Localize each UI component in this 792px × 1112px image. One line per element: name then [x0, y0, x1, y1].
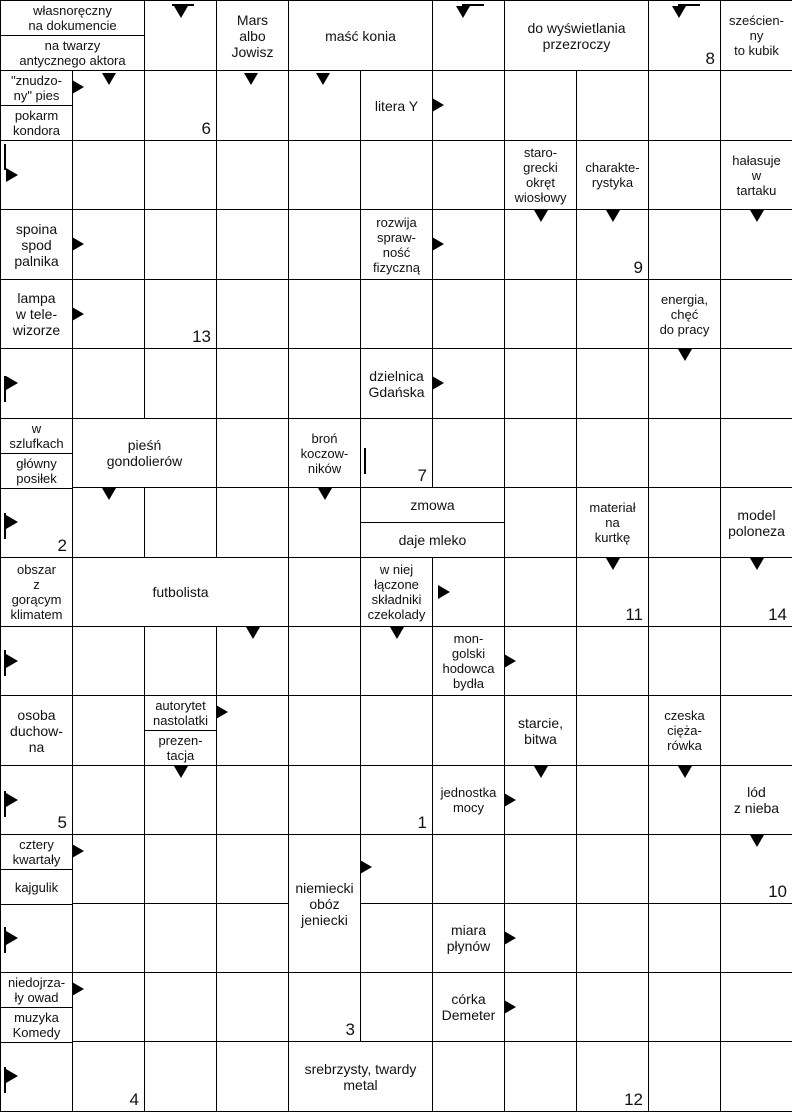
clue-box [360, 487, 505, 523]
clue-box [360, 209, 433, 280]
answer-cell[interactable] [576, 348, 649, 419]
answer-cell[interactable] [360, 903, 433, 973]
arrow-right-icon [504, 793, 516, 807]
answer-cell[interactable] [216, 348, 289, 419]
answer-cell[interactable] [288, 557, 361, 627]
clue-box [0, 35, 145, 71]
clue-text: spoina spod palnika [14, 220, 59, 269]
arrow-down-icon [606, 558, 620, 570]
clue-text: Mars albo Jowisz [231, 11, 274, 60]
clue-text: autorytet nastolatki [153, 698, 208, 728]
clue-box [0, 453, 73, 489]
answer-cell[interactable] [144, 209, 217, 280]
clue-box [720, 0, 792, 71]
clue-box [720, 140, 792, 210]
clue-text: cztery kwartały [12, 837, 61, 867]
clue-text: litera Y [374, 97, 419, 114]
solution-number: 14 [768, 605, 787, 624]
answer-cell[interactable] [576, 834, 649, 904]
answer-cell[interactable] [288, 695, 361, 766]
clue-text: hałasuje w tartaku [732, 152, 781, 198]
solution-number: 8 [705, 49, 715, 68]
clue-text: zmowa [410, 497, 455, 513]
arrow-right-icon [72, 982, 84, 996]
clue-text: córka Demeter [441, 991, 496, 1023]
arrow-right-icon [6, 376, 18, 390]
clue-text: pokarm kondora [13, 108, 60, 138]
arrow-right-icon [6, 654, 18, 668]
arrow-stem-icon [4, 927, 6, 953]
answer-cell[interactable] [648, 209, 721, 280]
arrow-down-icon [318, 488, 332, 500]
answer-cell[interactable] [432, 1041, 505, 1112]
clue-box [0, 972, 73, 1008]
answer-cell[interactable] [648, 487, 721, 558]
answer-cell[interactable] [432, 695, 505, 766]
answer-cell[interactable] [144, 903, 217, 973]
arrow-stem-icon [4, 376, 6, 402]
arrow-down-icon [102, 488, 116, 500]
answer-cell[interactable] [72, 765, 145, 835]
clue-box [360, 557, 433, 627]
answer-cell[interactable] [576, 695, 649, 766]
clue-text: niemiecki obóz jeniecki [295, 879, 354, 928]
clue-text: obszar z gorącym klimatem [10, 562, 63, 622]
clue-box [504, 695, 577, 766]
answer-cell[interactable] [648, 70, 721, 141]
answer-cell[interactable] [216, 209, 289, 280]
answer-cell[interactable] [576, 903, 649, 973]
arrow-stem-icon [462, 4, 484, 6]
arrow-right-icon [6, 793, 18, 807]
clue-text: broń koczow- ników [300, 430, 349, 476]
arrow-down-icon [174, 6, 188, 18]
clue-box [432, 903, 505, 973]
clue-box [288, 1041, 433, 1112]
answer-cell[interactable] [648, 626, 721, 696]
clue-box [0, 1007, 73, 1043]
answer-cell[interactable] [720, 418, 792, 488]
solution-number: 5 [57, 813, 67, 832]
clue-box [288, 418, 361, 488]
clue-text: srebrzysty, twardy metal [304, 1060, 417, 1093]
answer-cell[interactable] [72, 626, 145, 696]
clue-box [0, 869, 73, 905]
clue-box [432, 765, 505, 835]
clue-text: charakte- rystyka [585, 160, 640, 190]
clue-box [576, 487, 649, 558]
answer-cell[interactable] [72, 903, 145, 973]
clue-box [432, 972, 505, 1042]
answer-cell[interactable] [216, 1041, 289, 1112]
arrow-down-icon [244, 73, 258, 85]
answer-cell[interactable] [360, 695, 433, 766]
answer-cell[interactable] [576, 765, 649, 835]
answer-cell[interactable] [144, 626, 217, 696]
answer-cell[interactable] [720, 1041, 792, 1112]
clue-box [0, 695, 73, 766]
solution-number: 12 [624, 1090, 643, 1109]
clue-text: model poloneza [728, 506, 785, 539]
arrow-down-icon [456, 6, 470, 18]
clue-text: do wyświetlania przezroczy [527, 19, 626, 52]
answer-cell[interactable] [720, 626, 792, 696]
arrow-right-icon [72, 307, 84, 321]
answer-cell[interactable] [576, 279, 649, 349]
answer-cell[interactable] [576, 418, 649, 488]
solution-number: 3 [345, 1020, 355, 1039]
solution-number: 13 [192, 327, 211, 346]
arrow-stem-icon [4, 791, 6, 817]
clue-box [360, 70, 433, 141]
answer-cell[interactable] [432, 279, 505, 349]
clue-text: dzielnica Gdańska [368, 367, 425, 400]
clue-box [0, 834, 73, 870]
clue-box [432, 626, 505, 696]
arrow-down-icon [750, 835, 764, 847]
solution-number: 4 [129, 1090, 139, 1109]
answer-cell[interactable] [360, 972, 433, 1042]
clue-box [360, 522, 505, 558]
answer-cell[interactable] [504, 70, 577, 141]
arrow-stem-icon [4, 513, 6, 539]
arrow-right-icon [6, 515, 18, 529]
arrow-down-icon [316, 73, 330, 85]
clue-text: na twarzy antycznego aktora [19, 38, 126, 68]
answer-cell[interactable] [648, 1041, 721, 1112]
answer-cell[interactable] [72, 140, 145, 210]
answer-cell[interactable] [432, 418, 505, 488]
arrow-stem-icon [4, 144, 6, 170]
clue-text: w szlufkach [9, 421, 64, 451]
arrow-right-icon [72, 844, 84, 858]
solution-number: 6 [201, 119, 211, 138]
arrow-down-icon [246, 627, 260, 639]
answer-cell[interactable] [288, 279, 361, 349]
arrow-right-icon [504, 931, 516, 945]
solution-number: 9 [633, 258, 643, 277]
answer-cell[interactable] [720, 279, 792, 349]
clue-box [0, 105, 73, 141]
clue-text: jednostka mocy [440, 785, 497, 815]
clue-box [144, 730, 217, 766]
clue-box [72, 557, 289, 627]
answer-cell[interactable] [216, 903, 289, 973]
clue-text: czeska cięża- rówka [664, 708, 705, 753]
arrow-down-icon [678, 349, 692, 361]
clue-box [216, 0, 289, 71]
solution-number: 11 [625, 605, 643, 624]
answer-cell[interactable] [144, 140, 217, 210]
answer-cell[interactable] [720, 972, 792, 1042]
arrow-down-icon [534, 210, 548, 222]
clue-text: maść konia [325, 27, 396, 44]
answer-cell[interactable] [288, 209, 361, 280]
answer-cell[interactable] [504, 348, 577, 419]
clue-text: starcie, bitwa [517, 714, 564, 747]
answer-cell[interactable] [720, 70, 792, 141]
clue-box [0, 557, 73, 627]
answer-cell[interactable] [72, 348, 145, 419]
answer-cell[interactable] [216, 279, 289, 349]
solution-number: 7 [417, 466, 427, 485]
arrow-right-icon [216, 705, 228, 719]
arrow-right-icon [438, 585, 450, 599]
arrow-down-icon [174, 766, 188, 778]
clue-text: sześcien- ny to kubik [729, 13, 784, 58]
answer-cell[interactable] [144, 348, 217, 419]
arrow-right-icon [504, 1000, 516, 1014]
clue-text: lampa w tele- wizorze [12, 290, 61, 338]
arrow-down-icon [606, 210, 620, 222]
arrow-stem-icon [678, 4, 700, 6]
clue-text: kajgulik [14, 879, 59, 895]
answer-cell[interactable] [216, 140, 289, 210]
clue-box [288, 834, 361, 973]
answer-cell[interactable] [576, 70, 649, 141]
answer-cell[interactable] [288, 348, 361, 419]
answer-cell[interactable] [144, 834, 217, 904]
answer-cell[interactable] [216, 418, 289, 488]
answer-cell[interactable] [288, 765, 361, 835]
answer-cell[interactable] [144, 1041, 217, 1112]
answer-cell[interactable] [504, 279, 577, 349]
clue-box [720, 487, 792, 558]
arrow-right-icon [432, 98, 444, 112]
arrow-stem-icon [4, 650, 6, 676]
clue-box [504, 140, 577, 210]
clue-box [288, 0, 433, 71]
clue-box [0, 279, 73, 349]
answer-cell[interactable] [216, 765, 289, 835]
clue-text: pieśń gondolierów [106, 437, 183, 469]
clue-text: energia, chęć do pracy [659, 291, 710, 337]
arrow-down-icon [678, 766, 692, 778]
clue-box [648, 695, 721, 766]
clue-text: osoba duchow- na [10, 706, 63, 755]
arrow-down-icon [102, 73, 116, 85]
answer-cell[interactable] [648, 140, 721, 210]
arrow-down-icon [672, 6, 686, 18]
answer-cell[interactable] [648, 557, 721, 627]
answer-cell[interactable] [432, 834, 505, 904]
arrow-right-icon [432, 237, 444, 251]
solution-number: 1 [417, 813, 427, 832]
answer-cell[interactable] [720, 695, 792, 766]
answer-cell[interactable] [504, 487, 577, 558]
arrow-stem-icon [364, 448, 366, 474]
arrow-down-icon [534, 766, 548, 778]
clue-box [504, 0, 649, 71]
answer-cell[interactable] [720, 903, 792, 973]
clue-text: niedojrza- ły owad [7, 975, 66, 1005]
clue-box [720, 765, 792, 835]
arrow-right-icon [72, 237, 84, 251]
clue-text: lód z nieba [733, 784, 780, 816]
arrow-right-icon [72, 80, 84, 94]
answer-cell[interactable] [504, 834, 577, 904]
arrow-down-icon [750, 210, 764, 222]
answer-cell[interactable] [144, 487, 217, 558]
clue-text: materiał na kurtkę [589, 500, 636, 545]
answer-cell[interactable] [720, 348, 792, 419]
clue-box [0, 418, 73, 454]
answer-cell[interactable] [432, 140, 505, 210]
answer-cell[interactable] [648, 418, 721, 488]
answer-cell[interactable] [288, 140, 361, 210]
answer-cell[interactable] [360, 140, 433, 210]
answer-cell[interactable] [576, 626, 649, 696]
answer-cell[interactable] [144, 972, 217, 1042]
arrow-down-icon [750, 558, 764, 570]
arrow-stem-icon [172, 4, 194, 6]
clue-text: staro- grecki okręt wiosłowy [514, 145, 567, 205]
answer-cell[interactable] [576, 972, 649, 1042]
arrow-down-icon [390, 627, 404, 639]
arrow-stem-icon [4, 1067, 6, 1093]
answer-cell[interactable] [216, 834, 289, 904]
arrow-right-icon [6, 168, 18, 182]
clue-box [0, 70, 73, 106]
answer-cell[interactable] [288, 626, 361, 696]
solution-number: 2 [57, 536, 67, 555]
clue-box [144, 695, 217, 731]
clue-text: daje mleko [398, 532, 467, 548]
solution-number: 10 [768, 882, 787, 901]
answer-cell[interactable] [72, 695, 145, 766]
clue-text: prezen- tacja [158, 733, 203, 763]
answer-cell[interactable] [648, 834, 721, 904]
clue-text: miara płynów [446, 922, 491, 954]
answer-cell[interactable] [216, 487, 289, 558]
answer-cell[interactable] [504, 418, 577, 488]
clue-box [360, 348, 433, 419]
arrow-right-icon [360, 860, 372, 874]
clue-text: mon- golski hodowca bydła [442, 631, 495, 691]
answer-cell[interactable] [216, 972, 289, 1042]
clue-box [0, 0, 145, 36]
clue-box [72, 418, 217, 488]
clue-text: muzyka Komedy [12, 1010, 61, 1040]
clue-text: futbolista [152, 584, 209, 600]
arrow-right-icon [432, 376, 444, 390]
clue-text: "znudzo- ny" pies [11, 73, 62, 103]
answer-cell[interactable] [360, 279, 433, 349]
clue-text: w niej łączone składniki czekolady [367, 562, 426, 622]
clue-box [576, 140, 649, 210]
clue-text: własnoręczny na dokumencie [28, 3, 117, 33]
answer-cell[interactable] [504, 557, 577, 627]
clue-text: główny posiłek [16, 456, 57, 486]
clue-box [0, 209, 73, 280]
arrow-right-icon [6, 1069, 18, 1083]
clue-box [648, 279, 721, 349]
clue-text: rozwija spraw- ność fizyczną [373, 214, 420, 275]
answer-cell[interactable] [648, 972, 721, 1042]
arrow-right-icon [504, 654, 516, 668]
arrow-right-icon [6, 931, 18, 945]
answer-cell[interactable] [504, 1041, 577, 1112]
answer-cell[interactable] [648, 903, 721, 973]
